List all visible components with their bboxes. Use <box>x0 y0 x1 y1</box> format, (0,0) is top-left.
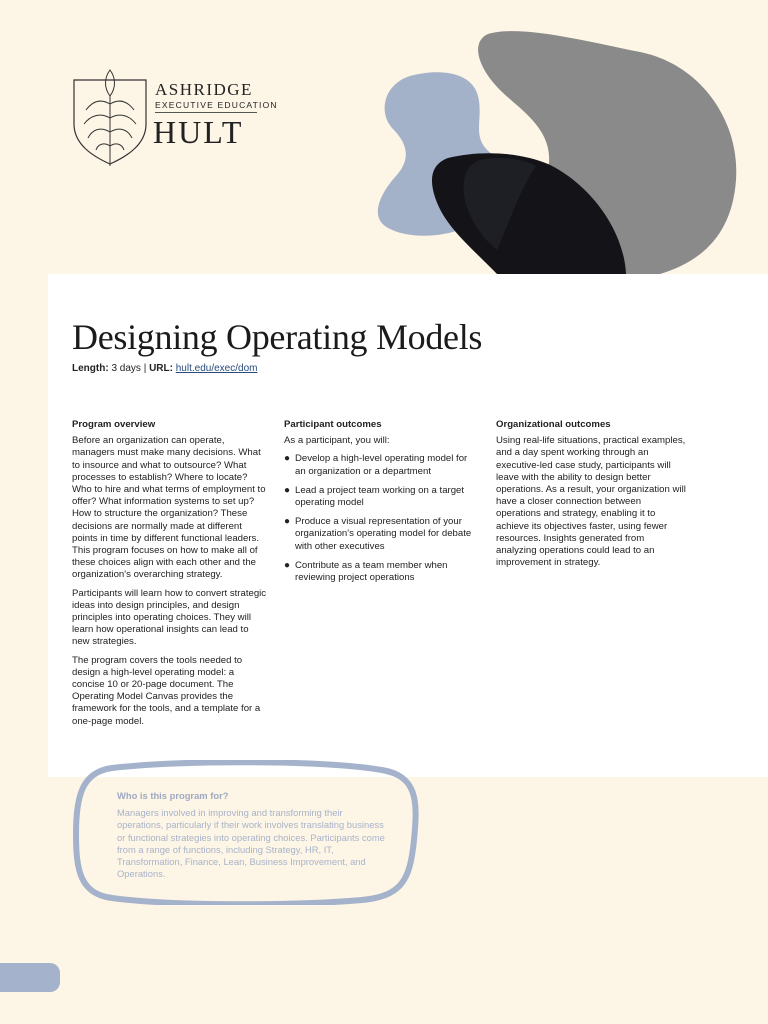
organizational-outcomes-text: Using real-life situations, practical examples, and a day spent working through an executive-led case study, participants will leave with the ability to design better operations. As a result, your organization will have a closer connection between operations and strategy, enabling it to achieve its objectives faster, using fewer resources. Insights generated from analyzing operations could lead to an improvement in strategy. <box>496 435 686 569</box>
page-title: Designing Operating Models <box>72 317 483 357</box>
list-item <box>284 560 479 584</box>
organizational-outcomes-heading: Organizational outcomes <box>496 419 611 430</box>
list-item-text: Contribute as a team member when reviewing project operations <box>295 559 448 584</box>
bullet-icon: ● <box>284 484 291 496</box>
list-item-text: Develop a high-level operating model for an organization or a department <box>295 453 468 477</box>
who-section <box>117 790 387 880</box>
list-item-text: Produce a visual representation of your organization's operating model for debate with other executives <box>295 516 472 552</box>
participant-outcomes-list <box>284 453 479 584</box>
logo-hult: HULT <box>153 114 244 150</box>
list-item <box>284 516 479 553</box>
logo-executive-education: EXECUTIVE EDUCATION <box>155 100 278 110</box>
list-item-text: Lead a project team working on a target operating model <box>295 484 465 509</box>
participant-outcomes-section <box>284 419 479 591</box>
url-label: URL: <box>149 363 173 374</box>
program-overview-section <box>72 419 267 734</box>
bullet-icon: ● <box>284 516 291 528</box>
length-label: Length: <box>72 363 109 374</box>
overview-paragraph: Before an organization can operate, managers must make many decisions. What to insource and what to outsource? What processes to establish? Where to locate? Who to hire and what terms of employment to offer? What information systems to set up? How to structure the organization? These decisions are normally made at different points in time by different functional leaders. This program focuses on how to make all of these choices align with each other and the organization's overarching strategy. <box>72 435 266 581</box>
bullet-icon: ● <box>284 559 291 571</box>
length-value: 3 days <box>111 363 141 374</box>
logo-ashridge: ASHRIDGE <box>155 80 253 99</box>
list-item <box>284 453 479 477</box>
program-meta <box>72 363 257 374</box>
who-heading: Who is this program for? <box>117 790 229 801</box>
list-item <box>284 485 479 509</box>
who-text: Managers involved in improving and transforming their operations, particularly if their work involves translating business or functional strategies into operating choices. Participants come from a range of functions, including Strategy, HR, IT, Transformation, Finance, Lean, Business Improvement, and Operations. <box>117 807 385 880</box>
participant-outcomes-heading: Participant outcomes <box>284 419 382 430</box>
meta-separator: | <box>143 363 147 374</box>
overview-paragraph: The program covers the tools needed to design a high-level operating model: a concise 10 or 20-page document. The Operating Model Canvas provides the framework for the tools, and a template for a one-page model. <box>72 654 261 727</box>
overview-paragraph: Participants will learn how to convert strategic ideas into design principles, and design principles into operating choices. They will learn how operational insights can lead to new strategies. <box>72 587 267 648</box>
bullet-icon: ● <box>284 453 291 465</box>
program-url-link[interactable]: hult.edu/exec/dom <box>175 363 258 374</box>
page-tab-marker <box>0 963 60 992</box>
logo-divider <box>155 112 257 113</box>
organizational-outcomes-section <box>496 419 686 575</box>
participant-outcomes-intro: As a participant, you will: <box>284 435 390 447</box>
program-overview-heading: Program overview <box>72 419 156 430</box>
